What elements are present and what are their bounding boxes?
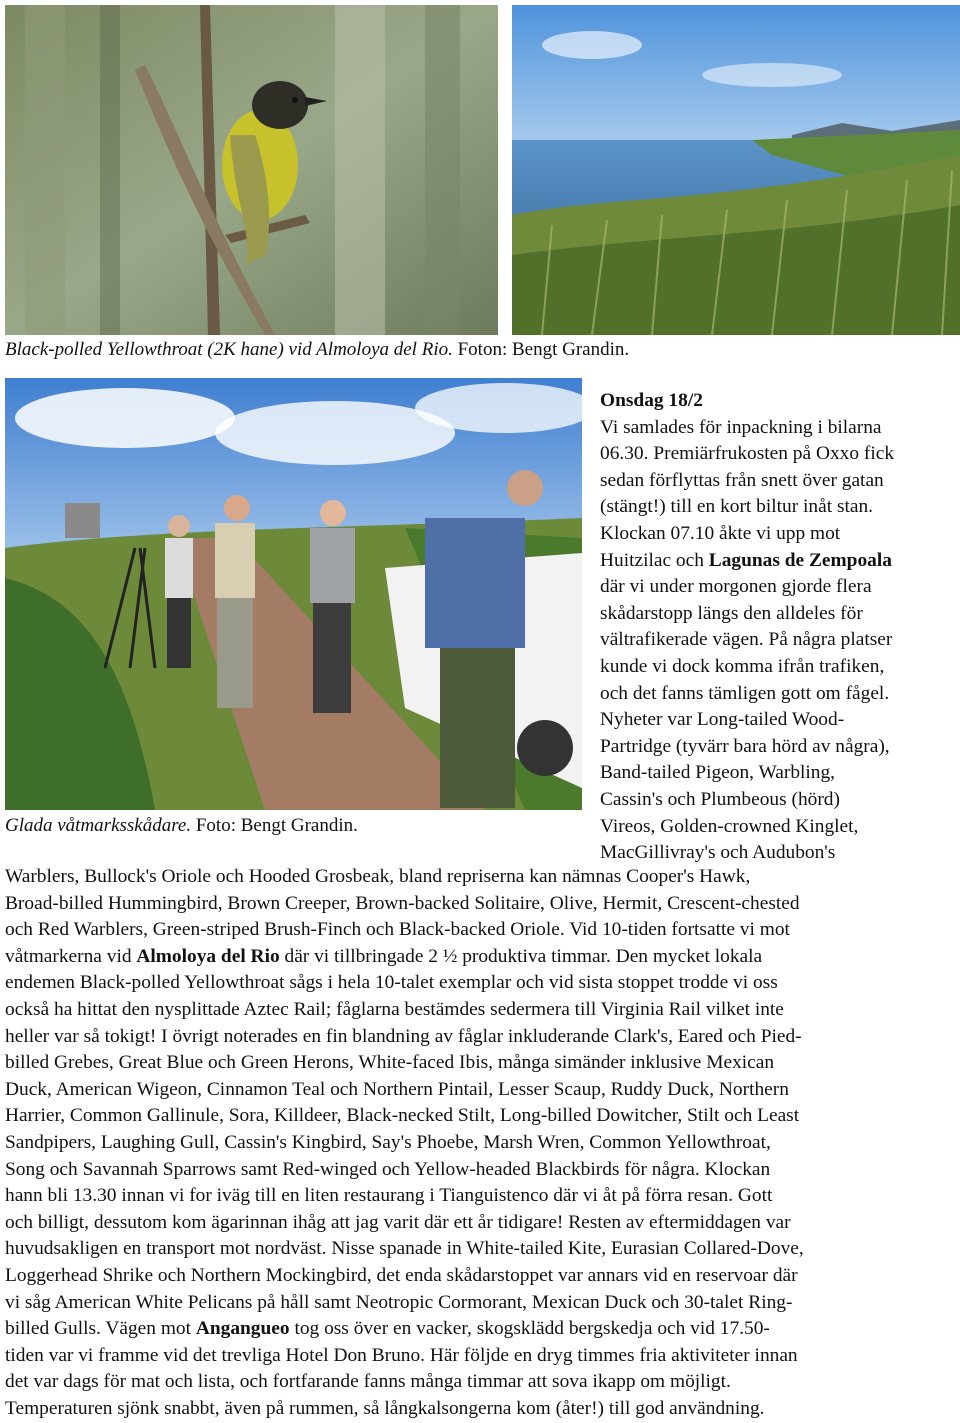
intro-line: där vi under morgonen gjorde flera <box>600 576 872 598</box>
lake-photo <box>512 5 960 335</box>
intro-line: Partridge (tyvärr bara hörd av några), <box>600 735 890 757</box>
body-line: Broad-billed Hummingbird, Brown Creeper, Brown-backed Solitaire, Olive, Hermit, Crescent-chested <box>5 892 800 914</box>
bird-caption-title: Black-polled Yellowthroat (2K hane) vid Almoloya del Rio. <box>5 339 453 360</box>
day-entry-intro <box>600 388 960 867</box>
body-line: det var dags för mat och lista, och fortfarande fanns många timmar att sova ikapp om möjligt. <box>5 1371 731 1393</box>
intro-line: och det fanns tämligen gott om fågel. <box>600 682 890 704</box>
body-line: Warblers, Bullock's Oriole och Hooded Grosbeak, bland repriserna kan nämnas Cooper's Hawk, <box>5 866 751 887</box>
bird-photo-caption <box>5 339 629 361</box>
place-name-bold: Almoloya del Rio <box>136 945 280 967</box>
bird-photo <box>5 5 498 335</box>
day-entry-body <box>5 864 957 1422</box>
intro-line: (stängt!) till en kort biltur inåt stan. <box>600 496 874 518</box>
body-line: Sandpipers, Laughing Gull, Cassin's Kingbird, Say's Phoebe, Marsh Wren, Common Yellowthroat, <box>5 1131 771 1153</box>
intro-line: skådarstopp längs den alldeles för <box>600 602 863 624</box>
intro-line: Vireos, Golden-crowned Kinglet, <box>600 815 859 837</box>
body-line: tiden var vi framme vid det trevliga Hotel Don Bruno. Här följde en dryg timmes fria aktiviteter innan <box>5 1344 798 1366</box>
bird-caption-credit: Foton: Bengt Grandin. <box>452 339 630 360</box>
body-line-text: där vi tillbringade 2 ½ produktiva timmar. Den mycket lokala <box>279 945 763 967</box>
body-line: endemen Black-polled Yellowthroat sågs i hela 10-talet exemplar och vid sista stoppet trodde vi oss <box>5 972 778 994</box>
group-photo-caption <box>5 815 358 837</box>
body-line: heller var så tokigt! I övrigt noterades en fin blandning av fåglar inkluderande Clark's, Eared och Pied- <box>5 1025 802 1047</box>
intro-line: kunde vi dock komma ifrån trafiken, <box>600 655 885 677</box>
intro-line: Cassin's och Plumbeous (hörd) <box>600 788 840 810</box>
body-line: Duck, American Wigeon, Cinnamon Teal och Northern Pintail, Lesser Scaup, Ruddy Duck, Northern <box>5 1078 789 1100</box>
intro-line: sedan förflyttas från snett över gatan <box>600 469 884 491</box>
body-line: Temperaturen sjönk snabbt, även på rummen, så långkalsongerna kom (åter!) till god användning. <box>5 1397 765 1419</box>
body-line: vi såg American White Pelicans på håll samt Neotropic Cormorant, Mexican Duck och 30-talet Ring- <box>5 1291 793 1313</box>
body-line <box>5 1316 957 1343</box>
group-caption-credit: Foto: Bengt Grandin. <box>191 815 358 836</box>
body-line: billed Grebes, Great Blue och Green Herons, White-faced Ibis, många simänder inklusive Mexican <box>5 1052 775 1074</box>
place-name-bold: Lagunas de Zempoala <box>708 549 892 571</box>
body-line: huvudsakligen en transport mot nordväst. Nisse spanade in White-tailed Kite, Eurasian Collared-Dove, <box>5 1238 804 1260</box>
body-line: och billigt, dessutom kom ägarinnan ihåg att jag varit där ett år tidigare! Resten av eftermiddagen var <box>5 1211 791 1233</box>
body-line: hann bli 13.30 innan vi for iväg till en liten restaurang i Tianguistenco där vi åt på förra resan. Gott <box>5 1185 773 1207</box>
intro-line: Klockan 07.10 åkte vi upp mot <box>600 522 841 544</box>
body-line-text: billed Gulls. Vägen mot <box>5 1318 196 1340</box>
body-line: Loggerhead Shrike och Northern Mockingbird, det enda skådarstoppet var annars vid en reservoar där <box>5 1264 798 1286</box>
body-line: och Red Warblers, Green-striped Brush-Finch och Black-backed Oriole. Vid 10-tiden fortsatte vi mot <box>5 919 790 941</box>
place-name-bold: Angangueo <box>195 1318 290 1340</box>
group-photo <box>5 378 582 810</box>
intro-line: vältrafikerade vägen. På några platser <box>600 629 893 651</box>
group-caption-title: Glada våtmarksskådare. <box>5 815 192 836</box>
intro-line: 06.30. Premiärfrukosten på Oxxo fick <box>600 443 895 465</box>
body-line: också ha hittat den nysplittade Aztec Rail; fåglarna bestämdes sedermera till Virginia Rail vilket inte <box>5 998 784 1020</box>
intro-line <box>600 548 960 575</box>
body-line <box>5 944 957 971</box>
body-line-text: våtmarkerna vid <box>5 945 137 967</box>
intro-line-text: Huitzilac och <box>600 549 709 571</box>
intro-line: Band-tailed Pigeon, Warbling, <box>600 762 836 784</box>
intro-line: Nyheter var Long-tailed Wood- <box>600 709 845 731</box>
intro-line: MacGillivray's och Audubon's <box>600 842 836 864</box>
body-line-text: tog oss över en vacker, skogsklädd bergskedja och vid 17.50- <box>289 1318 770 1340</box>
day-heading: Onsdag 18/2 <box>600 390 703 411</box>
intro-line: Vi samlades för inpackning i bilarna <box>600 416 882 438</box>
body-line: Harrier, Common Gallinule, Sora, Killdeer, Black-necked Stilt, Long-billed Dowitcher, Stilt och Least <box>5 1105 800 1127</box>
body-line: Song och Savannah Sparrows samt Red-winged och Yellow-headed Blackbirds för några. Klockan <box>5 1158 771 1180</box>
